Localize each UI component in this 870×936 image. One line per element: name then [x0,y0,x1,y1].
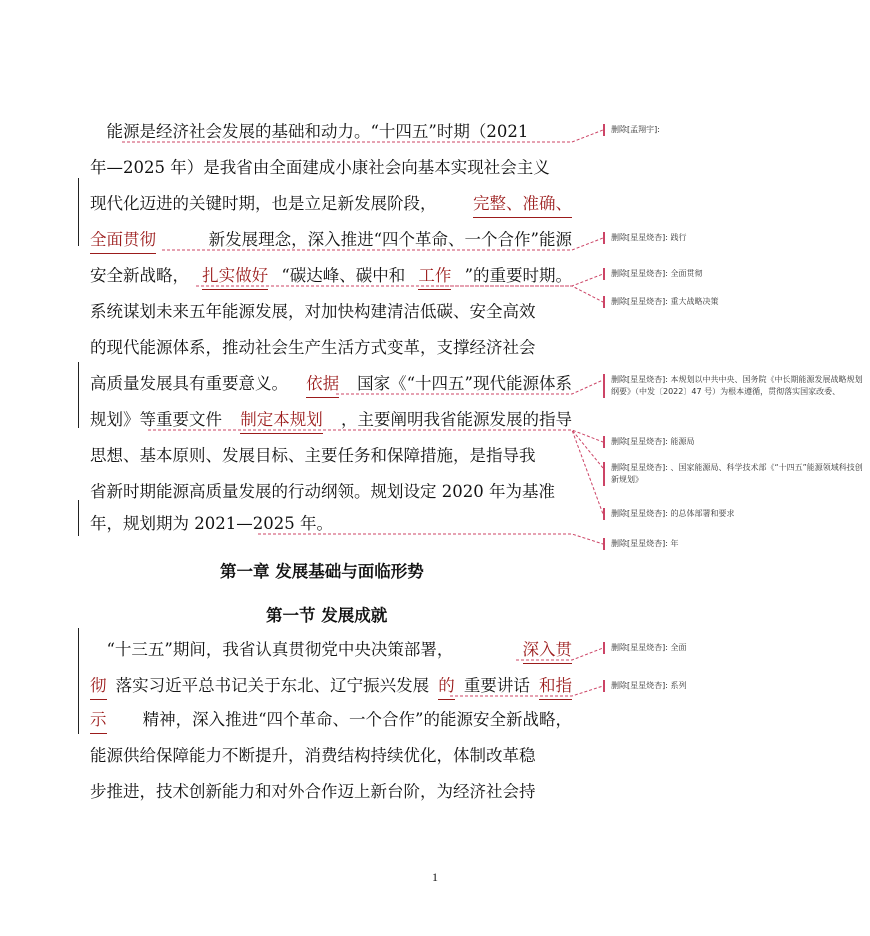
insertion-text: 示 [90,706,107,734]
insertion-text: 的 [438,672,455,700]
comment-balloon[interactable]: 删除[星星烧杏]: 全面贯彻 [603,268,869,280]
text-line: 彻 落实习近平总书记关于东北、辽宁振兴发展 的 重要讲话 和指 [90,672,572,700]
text-line: 现代化迈进的关键时期，也是立足新发展阶段， 完整、准确、 [90,190,572,218]
text-line: 的现代能源体系，推动社会生产生活方式变革，支撑经济社会 [90,338,536,357]
text-line: 省新时期能源高质量发展的行动纲领。规划设定 2020 年为基准 [90,482,555,501]
comment-balloon[interactable]: 删除[星星烧杏]: 系列 [603,680,869,692]
comment-balloon[interactable]: 删除[星星烧杏]: 全面 [603,642,869,654]
text-line: 年—2025 年）是我省由全面建成小康社会向基本实现社会主义 [90,158,550,177]
text-line: 示 精神，深入推进“四个革命、一个合作”的能源安全新战略， [90,706,572,734]
text-line: 年，规划期为 2021—2025 年。 [90,514,333,533]
insertion-text: 扎实做好 [202,262,268,290]
page-number: 1 [432,870,438,884]
text-line: 步推进，技术创新能力和对外合作迈上新台阶，为经济社会持 [90,782,536,801]
text-line: “十三五”期间，我省认真贯彻党中央决策部署， 深入贯 [90,636,572,664]
insertion-text: 和指 [539,672,572,700]
text-line: 高质量发展具有重要意义。 依据 国家《“十四五”现代能源体系 [90,370,572,398]
text-line: 能源供给保障能力不断提升，消费结构持续优化，体制改革稳 [90,746,536,765]
chapter-title: 第一章 发展基础与面临形势 [220,562,424,581]
insertion-text: 制定本规划 [240,406,323,434]
insertion-text: 完整、准确、 [473,190,572,218]
insertion-text: 工作 [418,262,451,290]
text-line: 安全新战略， 扎实做好 “碳达峰、碳中和 工作 ”的重要时期。 [90,262,572,290]
text-line: 全面贯彻 新发展理念，深入推进“四个革命、一个合作”能源 [90,226,572,254]
text-line: 能源是经济社会发展的基础和动力。“十四五”时期（2021 [90,122,529,141]
comment-balloon[interactable]: 删除[星星烧杏]: 的总体部署和要求 [603,508,869,520]
comment-balloon[interactable]: 删除[星星烧杏]: 年 [603,538,869,550]
insertion-text: 彻 [90,672,107,700]
text-line: 规划》等重要文件 制定本规划 ，主要阐明我省能源发展的指导 [90,406,572,434]
comment-balloon[interactable]: 删除[星星烧杏]: 践行 [603,232,869,244]
comment-balloon[interactable]: 删除[星星烧杏]: 本规划以中共中央、国务院《中长期能源发展战略规划纲要》（中发〔2022〕47 号）为根本遵循，贯彻落实国家改委、 [603,374,869,398]
comment-balloon[interactable]: 删除[星星烧杏]: 、国家能源局、科学技术部《“十四五”能源领域科技创新规划》 [603,462,869,486]
comment-balloon[interactable]: 删除[星星烧杏]: 能源局 [603,436,869,448]
insertion-text: 全面贯彻 [90,226,156,254]
text-line: 思想、基本原则、发展目标、主要任务和保障措施，是指导我 [90,446,536,465]
text-line: 系统谋划未来五年能源发展，对加快构建清洁低碳、安全高效 [90,302,536,321]
comment-balloon[interactable]: 删除[孟翔宇]: [603,124,869,136]
comment-balloon[interactable]: 删除[星星烧杏]: 重大战略决策 [603,296,869,308]
insertion-text: 依据 [306,370,339,398]
section-title: 第一节 发展成就 [266,606,388,625]
insertion-text: 深入贯 [523,636,573,664]
